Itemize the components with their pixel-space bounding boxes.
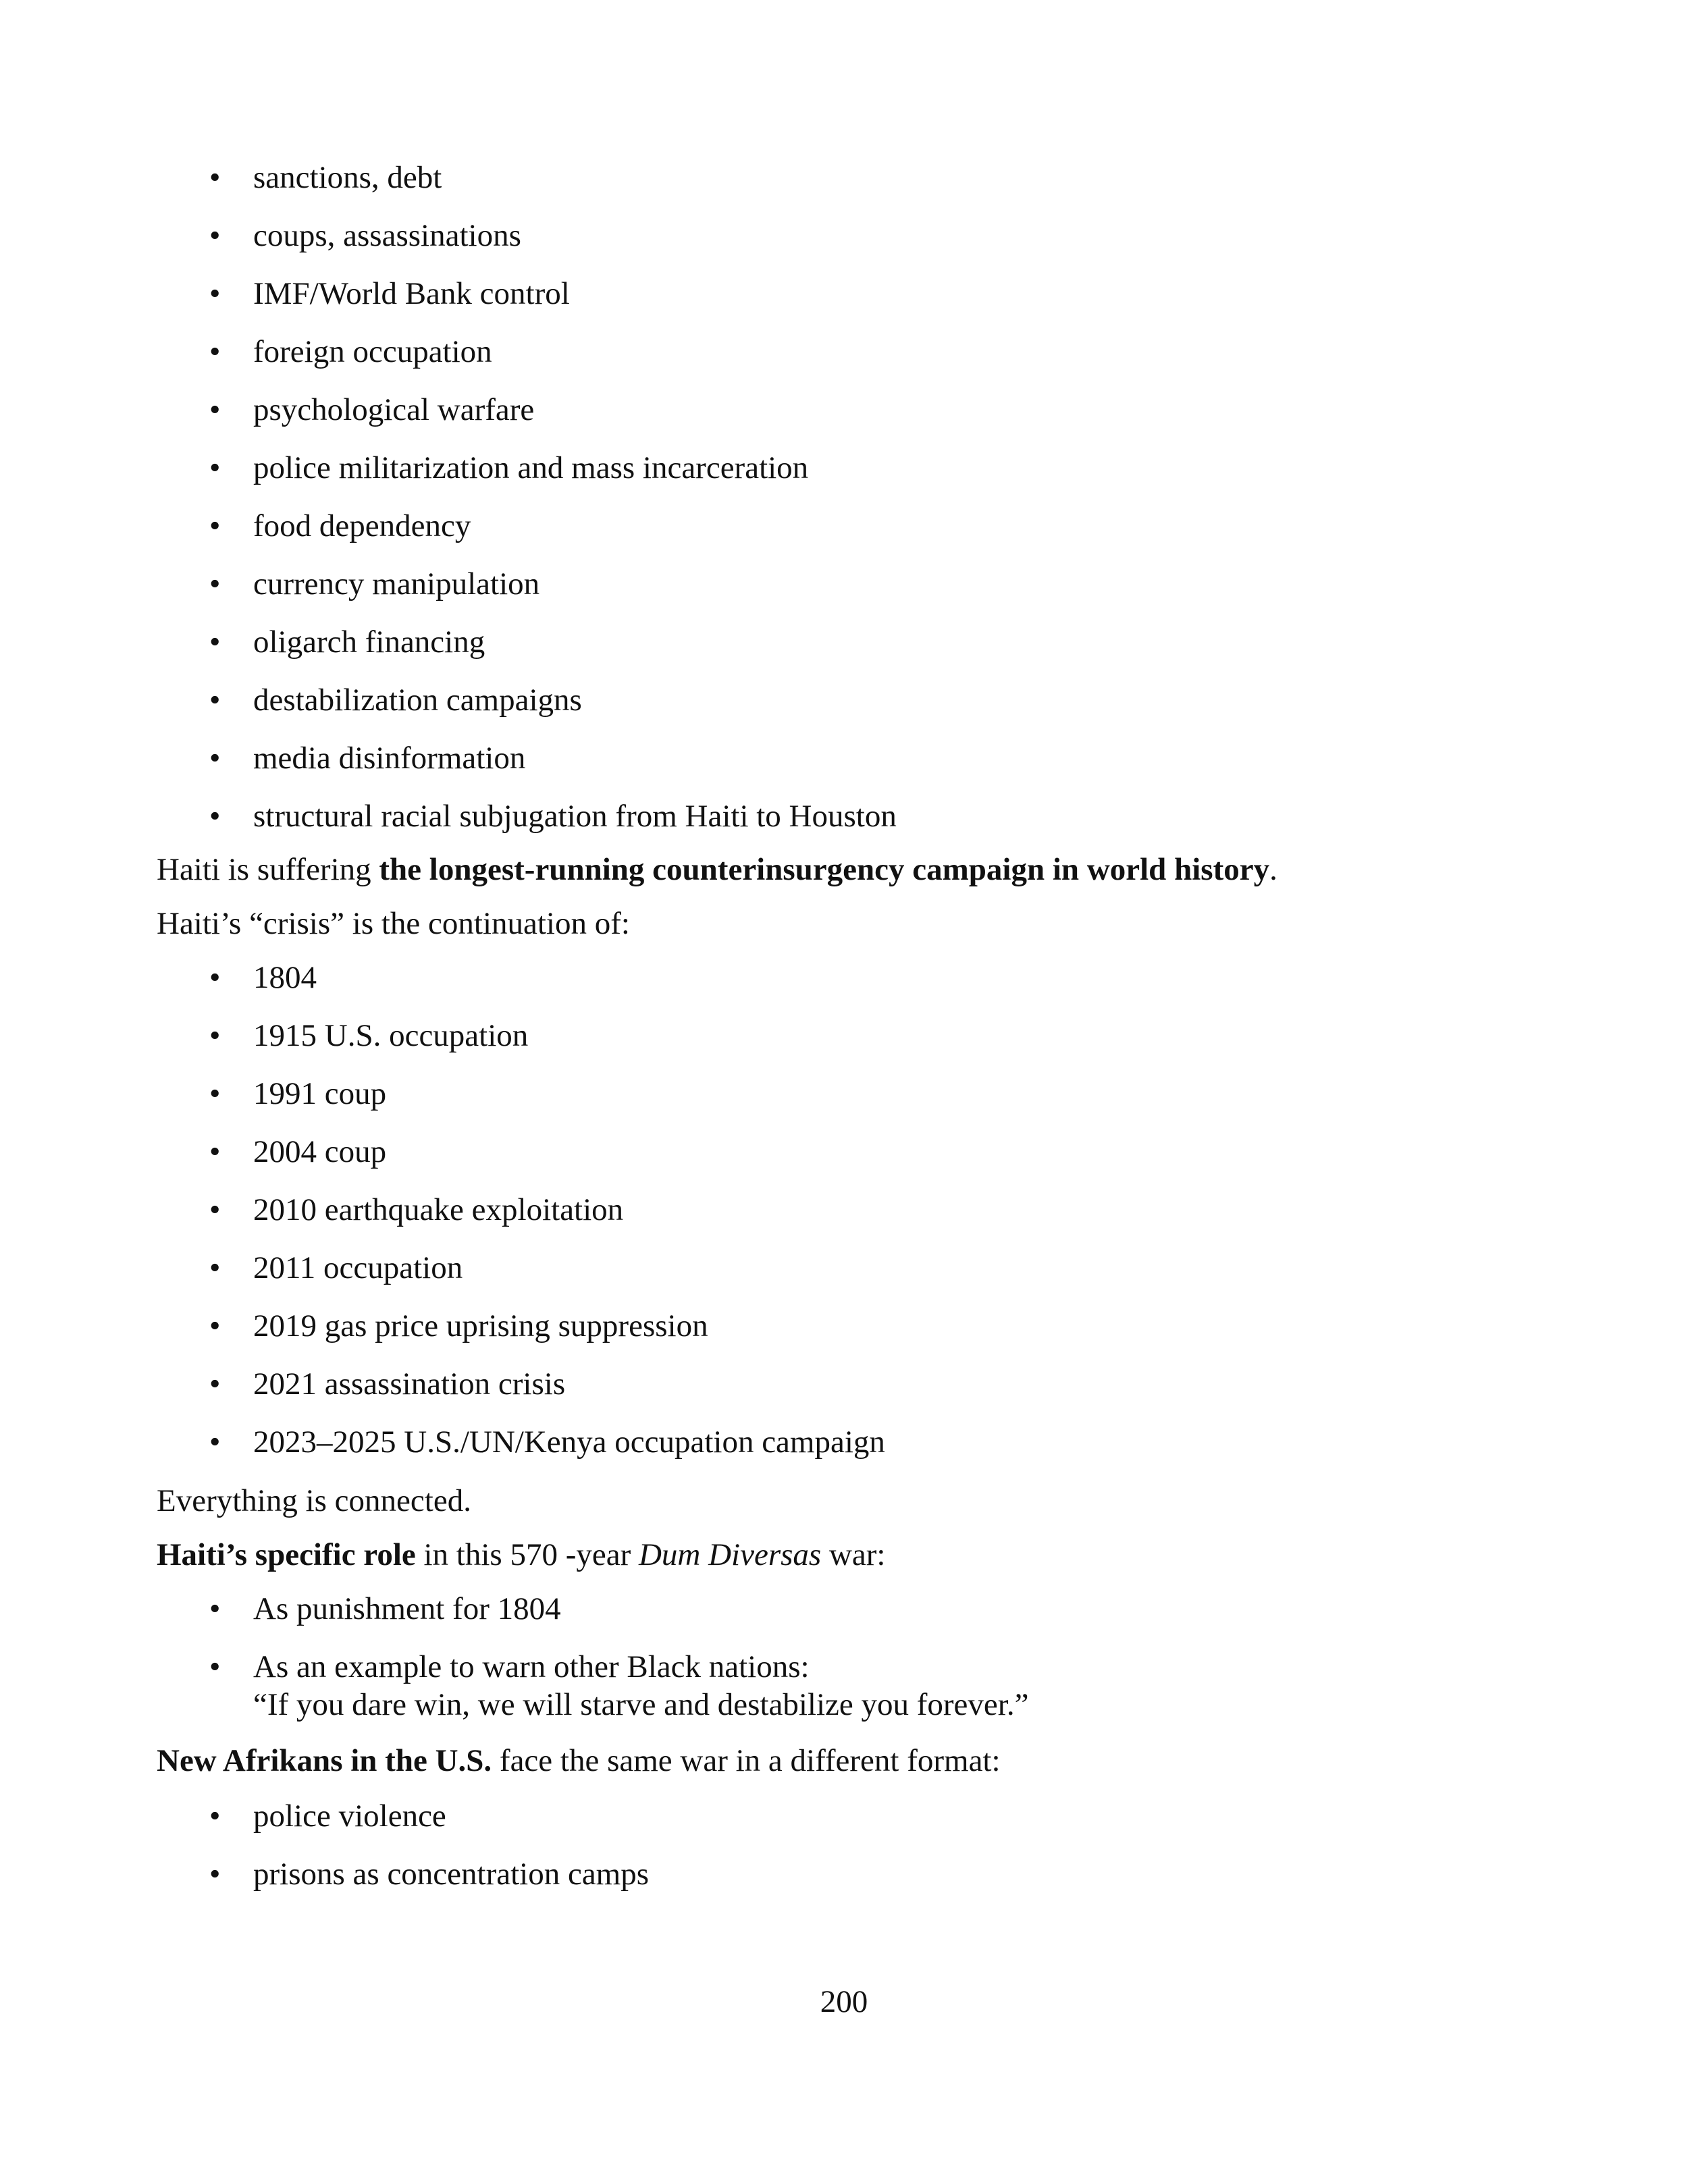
list-item: • IMF/World Bank control <box>209 276 570 311</box>
bullet-icon: • <box>209 160 221 195</box>
bullet-icon: • <box>209 1134 221 1169</box>
paragraph-counterinsurgency: Haiti is suffering the longest-running counterinsurgency campaign in world history. <box>157 852 1277 887</box>
bullet-icon: • <box>209 1308 221 1343</box>
paragraph-new-afrikans: New Afrikans in the U.S. face the same war in a different format: <box>157 1743 1001 1778</box>
paragraph-specific-role: Haiti’s specific role in this 570 -year Dum Diversas war: <box>157 1537 886 1572</box>
list-item: • oligarch financing <box>209 624 485 660</box>
list-item: • 1915 U.S. occupation <box>209 1018 529 1053</box>
bullet-icon: • <box>209 1591 221 1626</box>
list-item: • 2023–2025 U.S./UN/Kenya occupation campaign <box>209 1424 885 1460</box>
bullet-icon: • <box>209 1366 221 1402</box>
quote-text: “If you dare win, we will starve and destabilize you forever.” <box>253 1687 1029 1722</box>
list-item: • 2004 coup <box>209 1134 387 1169</box>
emphasis-text: New Afrikans in the U.S. <box>157 1743 492 1778</box>
list-item: • food dependency <box>209 508 471 543</box>
bullet-icon: • <box>209 624 221 660</box>
page-number: 200 <box>820 1984 868 2019</box>
list-item: • police violence <box>209 1799 446 1834</box>
bullet-icon: • <box>209 1076 221 1111</box>
list-item: • foreign occupation <box>209 334 492 369</box>
bullet-icon: • <box>209 1649 221 1684</box>
italic-text: Dum Diversas <box>638 1537 822 1572</box>
bullet-icon: • <box>209 566 221 602</box>
list-item: • destabilization campaigns <box>209 683 582 718</box>
emphasis-text: the longest-running counterinsurgency campaign in world history <box>379 852 1270 887</box>
list-item: • 1804 <box>209 960 317 995</box>
bullet-icon: • <box>209 218 221 253</box>
list-item: • structural racial subjugation from Haiti to Houston <box>209 799 897 834</box>
list-item: • psychological warfare <box>209 392 535 427</box>
bullet-icon: • <box>209 1857 221 1892</box>
list-item: • 2010 earthquake exploitation <box>209 1192 624 1227</box>
bullet-icon: • <box>209 1799 221 1834</box>
list-item: • prisons as concentration camps <box>209 1857 650 1892</box>
bullet-list-tactics <box>209 159 1492 855</box>
list-item: • sanctions, debt <box>209 160 442 195</box>
list-item: • media disinformation <box>209 741 526 776</box>
bullet-icon: • <box>209 683 221 718</box>
bullet-icon: • <box>209 1250 221 1285</box>
list-item: • As punishment for 1804 <box>209 1591 561 1626</box>
paragraph-continuation: Haiti’s “crisis” is the continuation of: <box>157 906 630 941</box>
list-item: • 2011 occupation <box>209 1250 463 1285</box>
list-item: • 2021 assassination crisis <box>209 1366 566 1402</box>
bullet-icon: • <box>209 1424 221 1460</box>
bullet-icon: • <box>209 276 221 311</box>
list-item: • 2019 gas price uprising suppression <box>209 1308 708 1343</box>
emphasis-text: Haiti’s specific role <box>157 1537 416 1572</box>
bullet-icon: • <box>209 450 221 485</box>
bullet-list-us-war <box>209 1797 1492 1913</box>
bullet-icon: • <box>209 392 221 427</box>
bullet-icon: • <box>209 741 221 776</box>
bullet-icon: • <box>209 799 221 834</box>
bullet-icon: • <box>209 508 221 543</box>
list-item: • currency manipulation <box>209 566 540 602</box>
bullet-list-history <box>209 959 1492 1481</box>
list-item: • 1991 coup <box>209 1076 387 1111</box>
list-item: • coups, assassinations <box>209 218 521 253</box>
bullet-icon: • <box>209 334 221 369</box>
paragraph-connected: Everything is connected. <box>157 1483 471 1518</box>
bullet-icon: • <box>209 960 221 995</box>
list-item: • police militarization and mass incarceration <box>209 450 809 485</box>
bullet-icon: • <box>209 1192 221 1227</box>
bullet-list-role <box>209 1590 1492 1732</box>
list-item: • As an example to warn other Black nations: “If you dare win, we will starve and destabilize you forever.” <box>209 1648 1492 1732</box>
bullet-icon: • <box>209 1018 221 1053</box>
